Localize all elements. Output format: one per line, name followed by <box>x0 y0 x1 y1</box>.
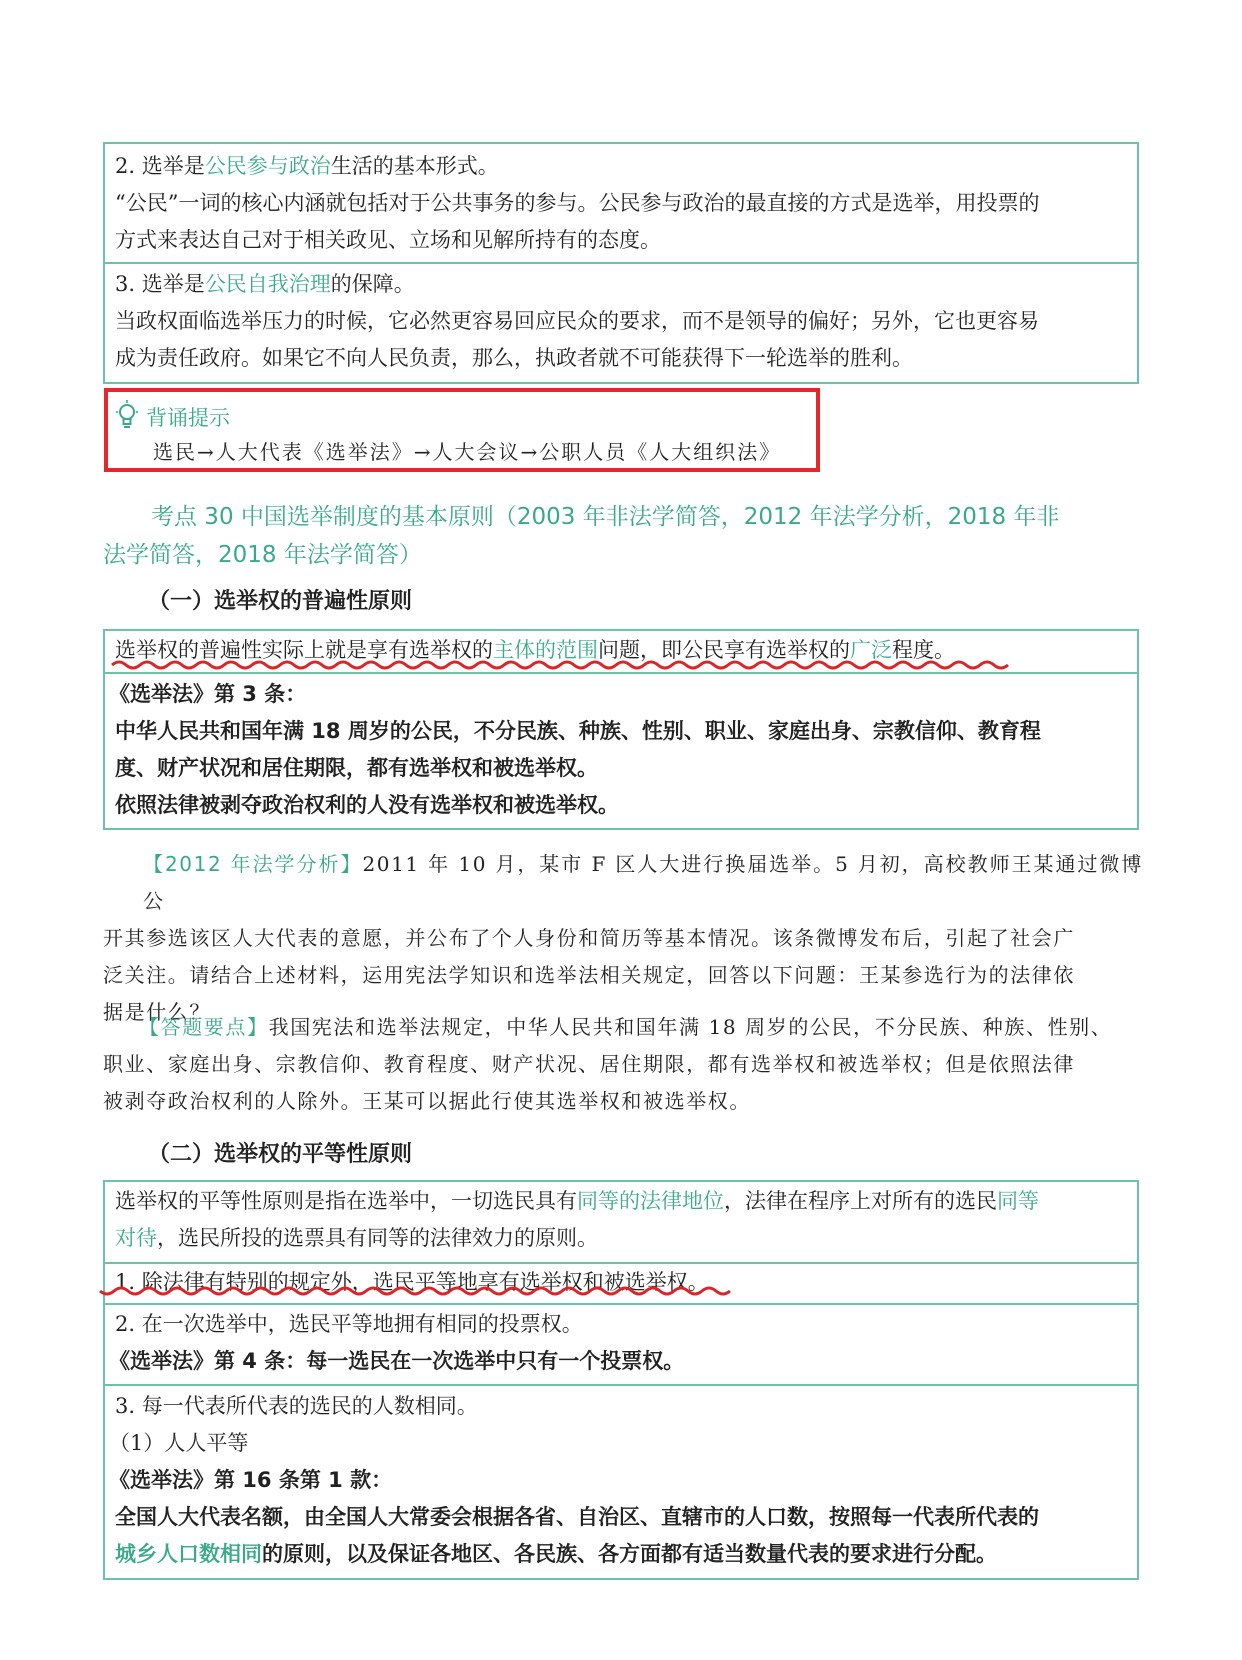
heading-line-2: 法学简答，2018 年法学简答） <box>103 542 422 568</box>
box1-row2-line2: 当政权面临选举压力的时候，它必然更容易回应民众的要求，而不是领导的偏好；另外，它也更容易 <box>115 309 1039 333</box>
box3-row-2 <box>105 1262 1137 1303</box>
box1-row-3 <box>105 262 1137 382</box>
box2-row-2 <box>105 672 1137 828</box>
subheading-equality: （二）选举权的平等性原则 <box>148 1142 413 1167</box>
case-line-4: 据是什么？ <box>103 1000 211 1024</box>
box1-row1-line2: “公民”一词的核心内涵就包括对于公共事务的参与。公民参与政治的最直接的方式是选举，用投票的 <box>115 191 1040 215</box>
law-article-16-line2: 城乡人口数相同的原则，以及保证各地区、各民族、各方面都有适当数量代表的要求进行分配。 <box>115 1542 997 1566</box>
box3-row-3 <box>105 1303 1137 1384</box>
law-article-3-line2: 度、财产状况和居住期限，都有选举权和被选举权。 <box>115 756 598 780</box>
law-article-16-title: 《选举法》第 16 条第 1 款： <box>109 1468 393 1492</box>
heading-line-1: 考点 30 中国选举制度的基本原则（2003 年非法学简答，2012 年法学分析，2018 年非 <box>151 504 1060 530</box>
law-article-3-line1: 中华人民共和国年满 18 周岁的公民，不分民族、种族、性别、职业、家庭出身、宗教信仰、教育程 <box>115 719 1041 743</box>
subheading-universality: （一）选举权的普遍性原则 <box>148 589 413 614</box>
box3-point-1: 1. 除法律有特别的规定外，选民平等地享有选举权和被选举权。 <box>115 1270 709 1294</box>
box2-row-1 <box>105 631 1137 672</box>
box1-row-2 <box>105 144 1137 262</box>
content-box-1 <box>103 142 1139 384</box>
box3-point-3: 3. 每一代表所代表的选民的人数相同。 <box>115 1394 478 1418</box>
law-article-16-line1: 全国人大代表名额，由全国人大常委会根据各省、自治区、直辖市的人口数，按照每一代表所代表的 <box>115 1505 1039 1529</box>
box1-row2-line1: 3. 选举是公民自我治理的保障。 <box>115 272 415 296</box>
answer-line-3: 被剥夺政治权利的人除外。王某可以据此行使其选举权和被选举权。 <box>103 1089 751 1113</box>
lightbulb-icon <box>114 400 140 430</box>
box3-row-1 <box>105 1182 1137 1262</box>
box1-row1-line1: 2. 选举是公民参与政治生活的基本形式。 <box>115 154 499 178</box>
answer-line-2: 职业、家庭出身、宗教信仰、教育程度、财产状况、居住期限，都有选举权和被选举权；但是依照法律 <box>103 1052 1075 1076</box>
law-article-3-line3: 依照法律被剥夺政治权利的人没有选举权和被选举权。 <box>115 793 619 817</box>
recitation-tip-box <box>104 388 820 472</box>
box3-point-2: 2. 在一次选举中，选民平等地拥有相同的投票权。 <box>115 1312 583 1336</box>
box1-row2-line3: 成为责任政府。如果它不向人民负责，那么，执政者就不可能获得下一轮选举的胜利。 <box>115 346 913 370</box>
case-line-1: 【2012 年法学分析】2011 年 10 月，某市 F 区人大进行换届选举。5 月初，高校教师王某通过微博公 <box>143 852 1143 913</box>
answer-line-1: 【答题要点】我国宪法和选举法规定，中华人民共和国年满 18 周岁的公民，不分民族、种族、性别、 <box>139 1015 1113 1039</box>
content-box-2 <box>103 629 1139 830</box>
section-heading <box>103 498 1143 574</box>
box1-row1-line3: 方式来表达自己对于相关政见、立场和见解所持有的态度。 <box>115 228 661 252</box>
law-article-4: 《选举法》第 4 条：每一选民在一次选举中只有一个投票权。 <box>109 1349 685 1373</box>
answer-points <box>103 1009 1143 1120</box>
box3-definition-line2: 对待，选民所投的选票具有同等的法律效力的原则。 <box>115 1226 598 1250</box>
box3-definition-line1: 选举权的平等性原则是指在选举中，一切选民具有同等的法律地位，法律在程序上对所有的选民同等 <box>115 1189 1039 1213</box>
box3-sub-point-1: （1）人人平等 <box>109 1431 249 1455</box>
box2-definition: 选举权的普遍性实际上就是享有选举权的主体的范围问题，即公民享有选举权的广泛程度。 <box>115 638 955 662</box>
case-line-3: 泛关注。请结合上述材料，运用宪法学知识和选举法相关规定，回答以下问题：王某参选行为的法律依 <box>103 963 1075 987</box>
content-box-3 <box>103 1180 1139 1580</box>
box3-row-4 <box>105 1384 1137 1578</box>
case-line-2: 开其参选该区人大代表的意愿，并公布了个人身份和简历等基本情况。该条微博发布后，引起了社会广 <box>103 926 1075 950</box>
tip-text: 选民→人大代表《选举法》→人大会议→公职人员《人大组织法》 <box>153 440 782 464</box>
tip-title: 背诵提示 <box>146 406 230 430</box>
law-article-3-title: 《选举法》第 3 条： <box>109 682 307 706</box>
case-analysis <box>103 846 1143 1031</box>
